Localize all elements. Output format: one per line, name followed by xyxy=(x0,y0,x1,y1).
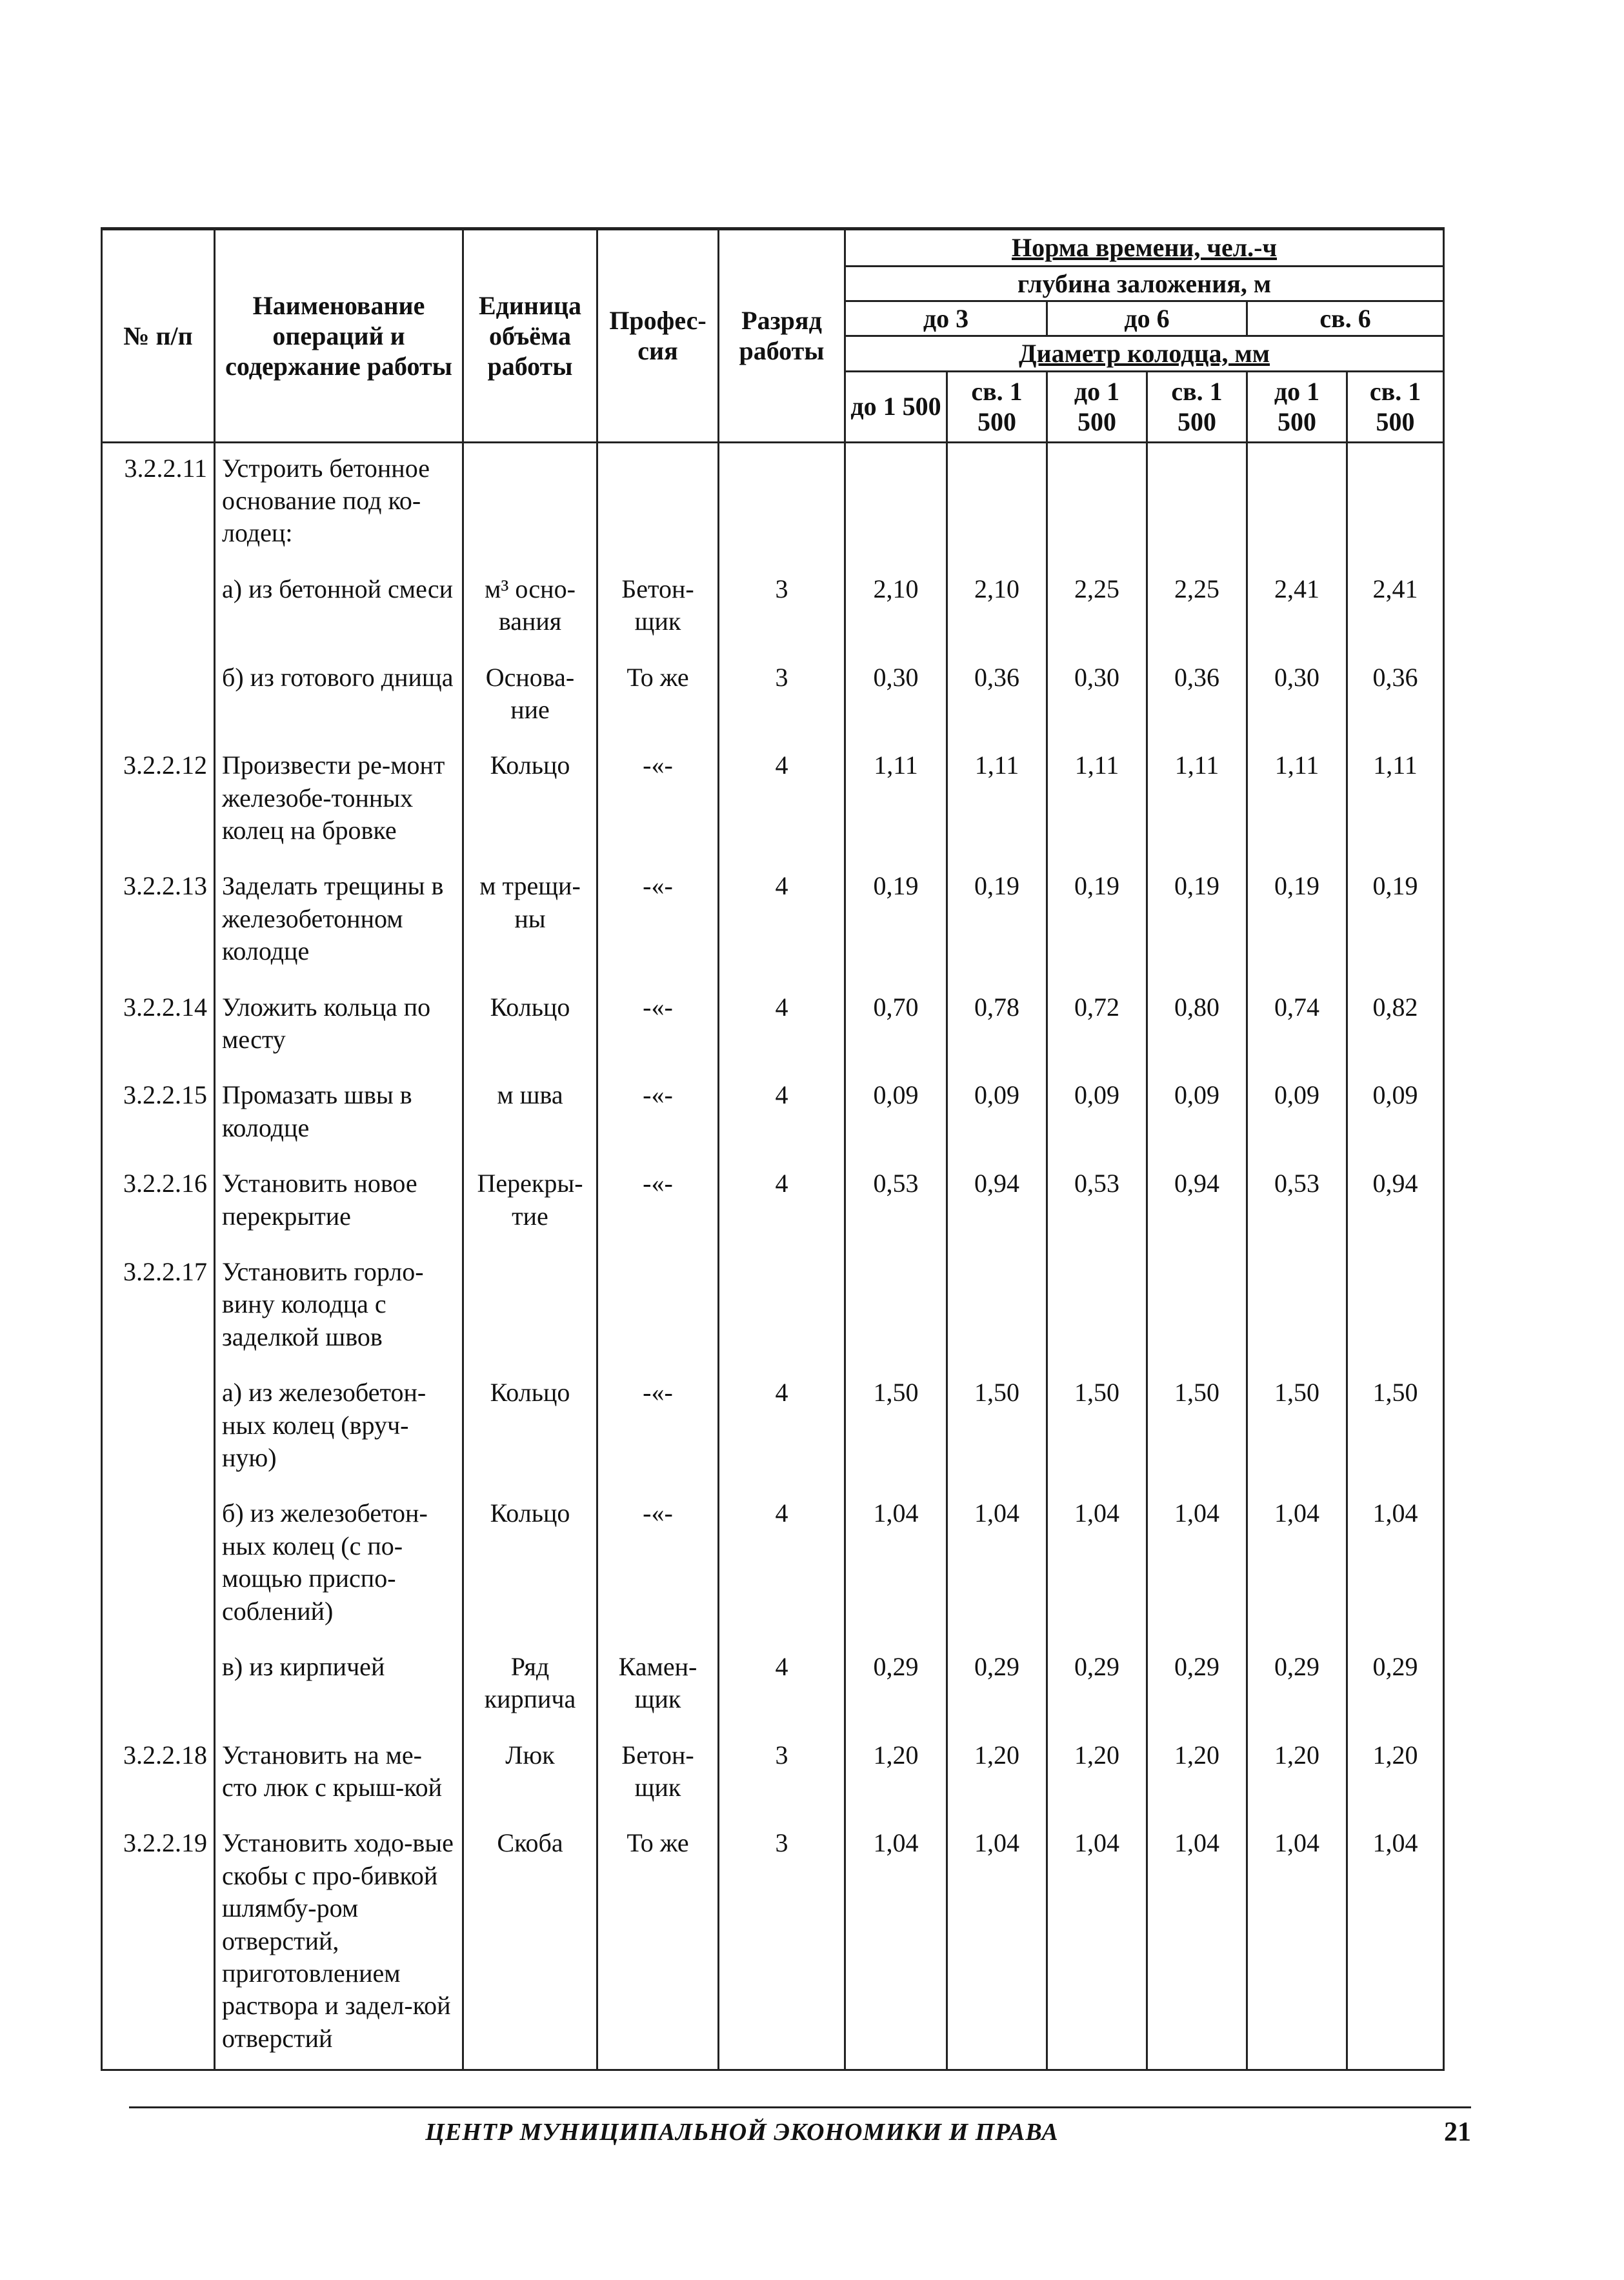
table-row xyxy=(102,652,1444,741)
norm-value: 2,10 xyxy=(947,564,1047,652)
depth-group-header: до 3 xyxy=(845,301,1047,336)
footer-rule xyxy=(129,2106,1471,2108)
norm-value: 1,20 xyxy=(1247,1730,1347,1819)
norm-value: 0,53 xyxy=(1047,1158,1147,1247)
profession: -«- xyxy=(597,982,719,1071)
norm-value: 0,36 xyxy=(947,652,1047,741)
operation-name: Произвести ре-монт железобе-тонных колец на бровке xyxy=(215,740,463,861)
table-row xyxy=(102,1070,1444,1158)
col-header-unit: Единица объёма работы xyxy=(463,229,597,443)
work-grade xyxy=(719,442,845,564)
work-grade: 3 xyxy=(719,1730,845,1819)
norm-value: 1,20 xyxy=(947,1730,1047,1819)
table-row xyxy=(102,1488,1444,1642)
norm-value: 0,09 xyxy=(1347,1070,1444,1158)
norm-value: 1,04 xyxy=(845,1818,947,2070)
work-grade: 4 xyxy=(719,1158,845,1247)
norm-value: 1,04 xyxy=(947,1818,1047,2070)
unit-of-work: Скоба xyxy=(463,1818,597,2070)
operation-name: Уложить кольца по месту xyxy=(215,982,463,1071)
norm-value: 1,04 xyxy=(1147,1818,1247,2070)
diameter-col-header: св. 1 500 xyxy=(947,371,1047,442)
depth-group-header: до 6 xyxy=(1047,301,1247,336)
norm-value xyxy=(1047,442,1147,564)
operation-name: Заделать трещины в железобетонном колодце xyxy=(215,861,463,982)
table-row xyxy=(102,564,1444,652)
row-number: 3.2.2.11 xyxy=(102,442,215,564)
norm-value xyxy=(947,442,1047,564)
unit-of-work: м³ осно-вания xyxy=(463,564,597,652)
norm-value: 0,36 xyxy=(1347,652,1444,741)
unit-of-work: Кольцо xyxy=(463,982,597,1071)
row-number: 3.2.2.18 xyxy=(102,1730,215,1819)
norm-value: 0,19 xyxy=(1247,861,1347,982)
norm-value: 0,30 xyxy=(1247,652,1347,741)
profession: -«- xyxy=(597,861,719,982)
operation-name: Установить ходо-вые скобы с про-бивкой шлямбу-ром отверстий, приготовлением раствора и задел-кой отверстий xyxy=(215,1818,463,2070)
norm-value: 1,11 xyxy=(947,740,1047,861)
norm-value: 0,09 xyxy=(1247,1070,1347,1158)
norm-value: 1,11 xyxy=(1047,740,1147,861)
table-row xyxy=(102,1158,1444,1247)
norm-value: 1,20 xyxy=(1147,1730,1247,1819)
row-number: 3.2.2.16 xyxy=(102,1158,215,1247)
norm-value: 1,04 xyxy=(1347,1818,1444,2070)
table-body xyxy=(102,442,1444,2070)
norm-time-header: Норма времени, чел.-ч xyxy=(845,229,1444,267)
unit-of-work: м шва xyxy=(463,1070,597,1158)
work-grade: 4 xyxy=(719,740,845,861)
unit-of-work: м трещи-ны xyxy=(463,861,597,982)
norm-value: 0,30 xyxy=(845,652,947,741)
col-header-profession: Профес-сия xyxy=(597,229,719,443)
norm-value: 0,82 xyxy=(1347,982,1444,1071)
norm-value: 1,04 xyxy=(1347,1488,1444,1642)
unit-of-work: Основа-ние xyxy=(463,652,597,741)
operation-name: Установить горло-вину колодца с заделкой швов xyxy=(215,1247,463,1367)
norm-value: 2,41 xyxy=(1247,564,1347,652)
norm-value: 1,20 xyxy=(1047,1730,1147,1819)
table-row xyxy=(102,982,1444,1071)
profession: Бетон-щик xyxy=(597,1730,719,1819)
norm-value xyxy=(1247,1247,1347,1367)
row-number xyxy=(102,1642,215,1730)
unit-of-work: Перекры-тие xyxy=(463,1158,597,1247)
operation-name: Установить на ме-сто люк с крыш-кой xyxy=(215,1730,463,1819)
table-row xyxy=(102,1367,1444,1488)
profession: -«- xyxy=(597,1158,719,1247)
norm-value: 1,04 xyxy=(845,1488,947,1642)
norm-value: 0,74 xyxy=(1247,982,1347,1071)
norm-value: 0,09 xyxy=(1147,1070,1247,1158)
norm-value: 0,94 xyxy=(1147,1158,1247,1247)
work-grade: 4 xyxy=(719,861,845,982)
norm-value: 1,50 xyxy=(1047,1367,1147,1488)
unit-of-work: Кольцо xyxy=(463,740,597,861)
col-header-num: № п/п xyxy=(102,229,215,443)
norm-value: 0,78 xyxy=(947,982,1047,1071)
diameter-col-header: св. 1 500 xyxy=(1147,371,1247,442)
norm-value: 1,11 xyxy=(1247,740,1347,861)
norm-value: 1,11 xyxy=(1147,740,1247,861)
col-header-name: Наименование операций и содержание работы xyxy=(215,229,463,443)
norm-value: 0,19 xyxy=(845,861,947,982)
norm-value: 0,70 xyxy=(845,982,947,1071)
norm-value: 1,04 xyxy=(1247,1818,1347,2070)
norm-value: 0,30 xyxy=(1047,652,1147,741)
row-number xyxy=(102,652,215,741)
norm-value: 0,19 xyxy=(947,861,1047,982)
table-row xyxy=(102,1642,1444,1730)
row-number: 3.2.2.19 xyxy=(102,1818,215,2070)
work-grade: 4 xyxy=(719,1367,845,1488)
norm-value: 1,04 xyxy=(1047,1488,1147,1642)
unit-of-work xyxy=(463,1247,597,1367)
row-number xyxy=(102,564,215,652)
norm-value: 1,11 xyxy=(845,740,947,861)
profession: Бетон-щик xyxy=(597,564,719,652)
table-row xyxy=(102,1818,1444,2070)
profession xyxy=(597,442,719,564)
norm-value: 1,11 xyxy=(1347,740,1444,861)
work-grade: 3 xyxy=(719,564,845,652)
footer-title: ЦЕНТР МУНИЦИПАЛЬНОЙ ЭКОНОМИКИ И ПРАВА xyxy=(425,2119,1059,2146)
profession: -«- xyxy=(597,740,719,861)
norm-value: 0,80 xyxy=(1147,982,1247,1071)
norm-value: 0,72 xyxy=(1047,982,1147,1071)
norm-value: 0,36 xyxy=(1147,652,1247,741)
work-grade: 4 xyxy=(719,1488,845,1642)
norm-value: 0,94 xyxy=(947,1158,1047,1247)
operation-name: Установить новое перекрытие xyxy=(215,1158,463,1247)
operation-name: б) из готового днища xyxy=(215,652,463,741)
unit-of-work: Ряд кирпича xyxy=(463,1642,597,1730)
profession: -«- xyxy=(597,1070,719,1158)
norm-value: 1,50 xyxy=(947,1367,1047,1488)
norm-value: 0,29 xyxy=(1347,1642,1444,1730)
norm-value: 0,09 xyxy=(845,1070,947,1158)
table-row xyxy=(102,740,1444,861)
profession: -«- xyxy=(597,1488,719,1642)
work-grade: 3 xyxy=(719,1818,845,2070)
norm-value: 0,29 xyxy=(1247,1642,1347,1730)
depth-header: глубина заложения, м xyxy=(845,267,1444,301)
norm-value: 2,25 xyxy=(1147,564,1247,652)
row-number xyxy=(102,1367,215,1488)
norm-value xyxy=(1047,1247,1147,1367)
norm-value: 1,04 xyxy=(947,1488,1047,1642)
norm-value: 0,29 xyxy=(947,1642,1047,1730)
operation-name: в) из кирпичей xyxy=(215,1642,463,1730)
work-grade: 3 xyxy=(719,652,845,741)
norm-value: 2,41 xyxy=(1347,564,1444,652)
work-grade: 4 xyxy=(719,1070,845,1158)
norm-value: 0,09 xyxy=(1047,1070,1147,1158)
norm-value xyxy=(1347,1247,1444,1367)
work-grade xyxy=(719,1247,845,1367)
unit-of-work xyxy=(463,442,597,564)
norm-value: 1,50 xyxy=(845,1367,947,1488)
diameter-col-header: до 1 500 xyxy=(1247,371,1347,442)
norm-value: 0,53 xyxy=(845,1158,947,1247)
norm-value: 0,19 xyxy=(1347,861,1444,982)
row-number: 3.2.2.15 xyxy=(102,1070,215,1158)
page-number: 21 xyxy=(1444,2117,1471,2147)
norm-value: 1,20 xyxy=(1347,1730,1444,1819)
norm-value: 0,94 xyxy=(1347,1158,1444,1247)
norm-value: 0,09 xyxy=(947,1070,1047,1158)
norm-value xyxy=(1347,442,1444,564)
unit-of-work: Кольцо xyxy=(463,1367,597,1488)
operation-name: а) из бетонной смеси xyxy=(215,564,463,652)
norm-value: 0,19 xyxy=(1147,861,1247,982)
norm-value: 1,04 xyxy=(1147,1488,1247,1642)
row-number xyxy=(102,1488,215,1642)
norm-value: 0,29 xyxy=(1147,1642,1247,1730)
diameter-header: Диаметр колодца, мм xyxy=(845,336,1444,371)
row-number: 3.2.2.12 xyxy=(102,740,215,861)
norm-value: 1,04 xyxy=(1247,1488,1347,1642)
profession: -«- xyxy=(597,1367,719,1488)
norm-value xyxy=(845,1247,947,1367)
norm-value: 0,53 xyxy=(1247,1158,1347,1247)
diameter-col-header: св. 1 500 xyxy=(1347,371,1444,442)
diameter-col-header: до 1 500 xyxy=(845,371,947,442)
diameter-col-header: до 1 500 xyxy=(1047,371,1147,442)
table-row xyxy=(102,861,1444,982)
norm-value: 0,29 xyxy=(845,1642,947,1730)
operation-name: б) из железобетон-ных колец (с по-мощью приспо-соблений) xyxy=(215,1488,463,1642)
norm-value: 0,19 xyxy=(1047,861,1147,982)
profession: То же xyxy=(597,1818,719,2070)
norm-value: 1,50 xyxy=(1147,1367,1247,1488)
time-norms-table xyxy=(101,227,1445,2071)
norm-value: 1,50 xyxy=(1247,1367,1347,1488)
unit-of-work: Кольцо xyxy=(463,1488,597,1642)
table-row xyxy=(102,442,1444,564)
operation-name: Устроить бетонное основание под ко-лодец: xyxy=(215,442,463,564)
norm-value: 1,04 xyxy=(1047,1818,1147,2070)
norm-value xyxy=(947,1247,1047,1367)
work-grade: 4 xyxy=(719,982,845,1071)
profession: То же xyxy=(597,652,719,741)
work-grade: 4 xyxy=(719,1642,845,1730)
operation-name: Промазать швы в колодце xyxy=(215,1070,463,1158)
table-header xyxy=(102,229,1444,443)
profession: Камен-щик xyxy=(597,1642,719,1730)
norm-value xyxy=(1247,442,1347,564)
row-number: 3.2.2.17 xyxy=(102,1247,215,1367)
col-header-grade: Разряд работы xyxy=(719,229,845,443)
norm-value: 2,10 xyxy=(845,564,947,652)
unit-of-work: Люк xyxy=(463,1730,597,1819)
norm-value xyxy=(1147,442,1247,564)
norm-value: 2,25 xyxy=(1047,564,1147,652)
row-number: 3.2.2.14 xyxy=(102,982,215,1071)
norm-value xyxy=(1147,1247,1247,1367)
profession xyxy=(597,1247,719,1367)
norm-value xyxy=(845,442,947,564)
depth-group-header: св. 6 xyxy=(1247,301,1444,336)
norm-value: 1,50 xyxy=(1347,1367,1444,1488)
norm-value: 1,20 xyxy=(845,1730,947,1819)
norm-value: 0,29 xyxy=(1047,1642,1147,1730)
row-number: 3.2.2.13 xyxy=(102,861,215,982)
table-row xyxy=(102,1247,1444,1367)
table-row xyxy=(102,1730,1444,1819)
operation-name: а) из железобетон-ных колец (вруч-ную) xyxy=(215,1367,463,1488)
